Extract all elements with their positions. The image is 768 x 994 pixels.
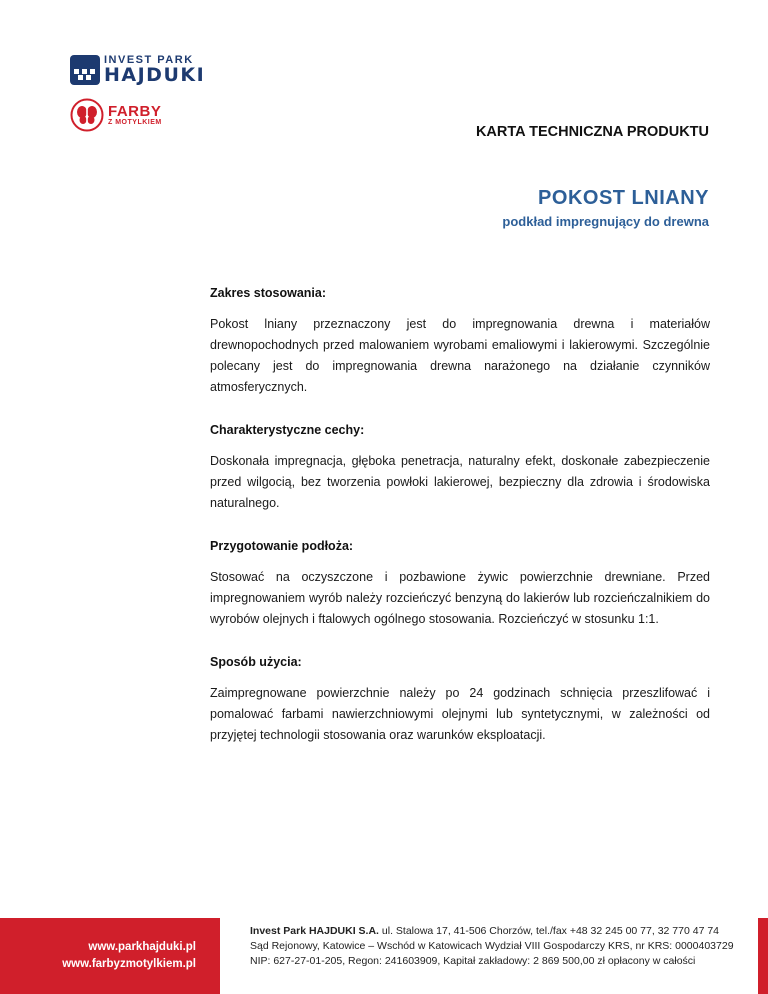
hajduki-label: HAJDUKI (104, 64, 206, 86)
invest-park-label: INVEST PARK (104, 54, 194, 66)
section-heading: Zakres stosowania: (210, 286, 327, 300)
section-text: Doskonała impregnacja, głęboka penetracja, naturalny efekt, doskonałe zabezpieczenie przed wilgocią, bez tworzenia powłoki lakierowej, bezpieczny dla zdrowia i środowiska naturalnego. (210, 454, 710, 510)
butterfly-icon (70, 98, 104, 132)
section-characteristics (210, 423, 710, 514)
footer-court-line: Sąd Rejonowy, Katowice – Wschód w Katowicach Wydział VIII Gospodarczy KRS, nr KRS: 0000403729 (250, 940, 734, 952)
section-text: Zaimpregnowane powierzchnie należy po 24 godzinach schnięcia przeszlifować i pomalować farbami nawierzchniowymi olejnymi lub syntetycznymi, w zależności od przyjętej technologii stosowania oraz warunków eksploatacji. (210, 686, 710, 742)
farby-logo (70, 98, 162, 132)
invest-park-mark-icon (70, 55, 100, 85)
invest-park-logo (70, 55, 205, 85)
section-usage-scope (210, 286, 710, 398)
footer-company-info (250, 924, 734, 969)
section-text: Pokost lniany przeznaczony jest do impregnowania drewna i materiałów drewnopochodnych przed malowaniem wyrobami emaliowymi i lakierowymi. Szczególnie polecany jest do impregnowania drewna narażonego na działanie czynników atmosferycznych. (210, 317, 710, 394)
footer-websites-box (0, 918, 220, 994)
product-subtitle: podkład impregnujący do drewna (502, 214, 709, 229)
footer-red-accent (758, 918, 768, 994)
farby-label: FARBY (108, 103, 162, 120)
section-surface-preparation (210, 539, 710, 630)
document-type-title: KARTA TECHNICZNA PRODUKTU (475, 124, 709, 140)
section-heading: Sposób użycia: (210, 655, 302, 669)
website-link-parkhajduki[interactable]: www.parkhajduki.pl (88, 941, 196, 953)
section-text: Stosować na oczyszczone i pozbawione żywic powierzchnie drewniane. Przed impregnowaniem wyrób należy rozcieńczyć benzyną do lakierów lub rozcieńczalnikiem do wyrobów olejnych i ftalowych ogólnego stosowania. Rozcieńczyć w stosunku 1:1. (210, 570, 710, 626)
website-link-farbyzmotylkiem[interactable]: www.farbyzmotylkiem.pl (62, 958, 196, 970)
section-heading: Przygotowanie podłoża: (210, 539, 354, 553)
footer-address-line (250, 924, 734, 939)
company-address: ul. Stalowa 17, 41-506 Chorzów, tel./fax +48 32 245 00 77, 32 770 47 74 (381, 925, 720, 937)
z-motylkiem-label: Z MOTYLKIEM (108, 119, 162, 126)
section-heading: Charakterystyczne cechy: (210, 423, 365, 437)
company-name: Invest Park HAJDUKI S.A. (250, 925, 379, 937)
product-name: POKOST LNIANY (538, 187, 709, 209)
section-usage-method (210, 655, 710, 746)
footer-registry-line: NIP: 627-27-01-205, Regon: 241603909, Kapitał zakładowy: 2 869 500,00 zł opłacony w całości (250, 955, 696, 967)
document-body (210, 286, 710, 771)
